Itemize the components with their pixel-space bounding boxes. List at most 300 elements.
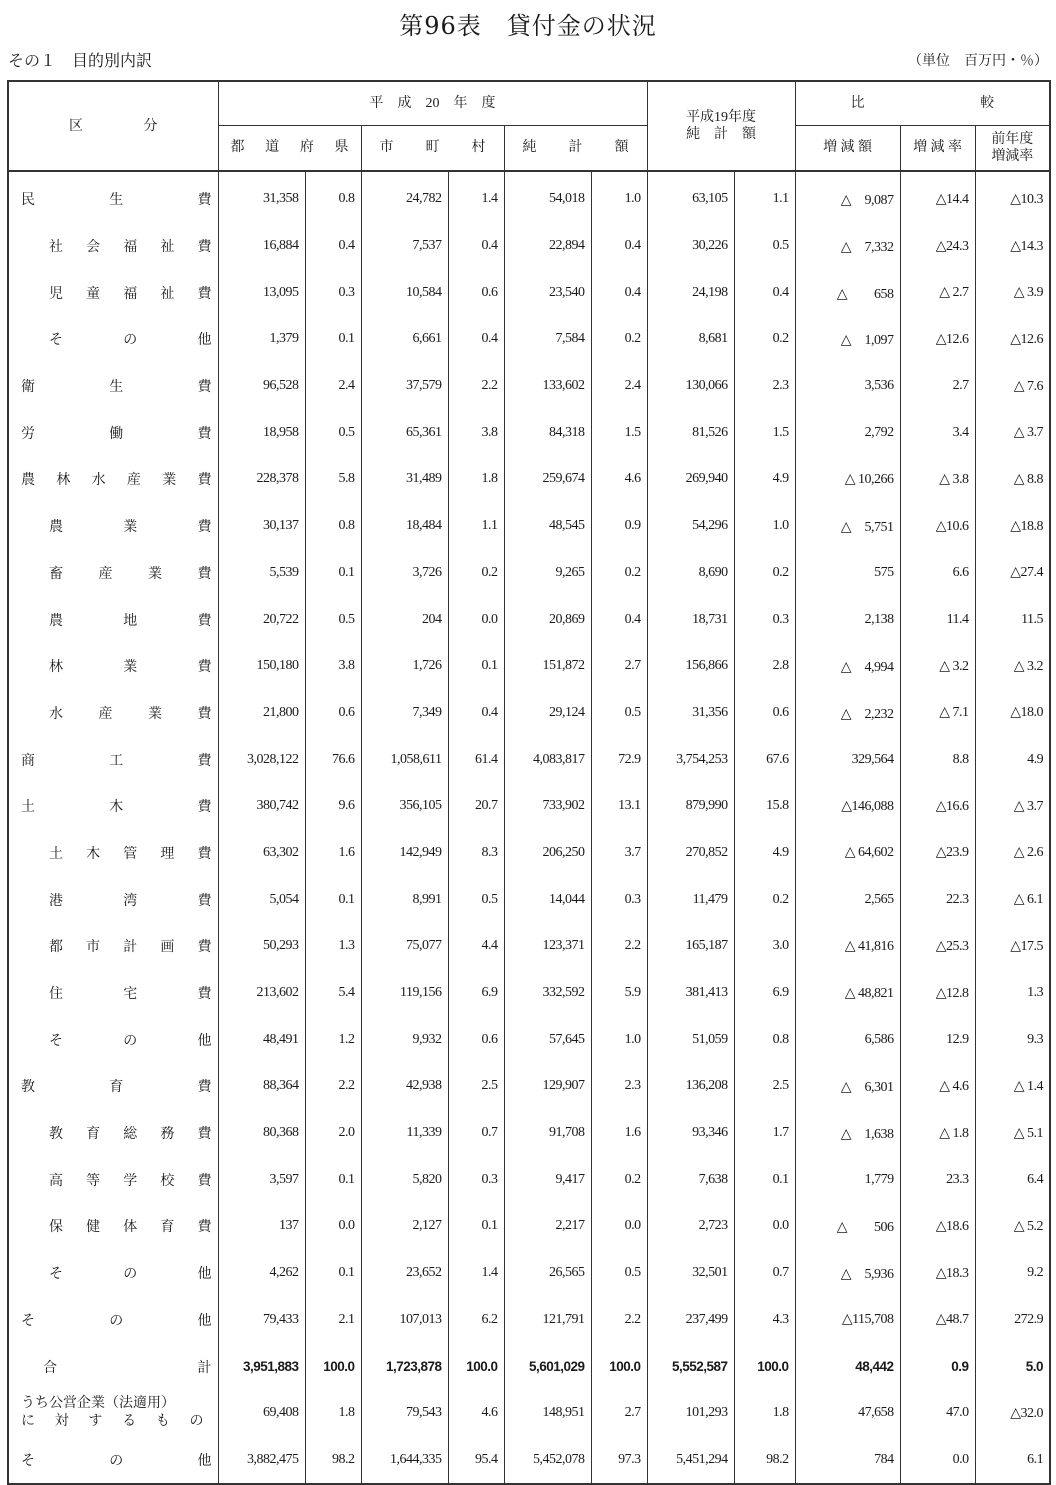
cell: 0.2	[591, 1156, 647, 1203]
cell: 21,800	[218, 690, 305, 737]
cell: 22,894	[504, 223, 591, 270]
cell: 11.4	[900, 596, 975, 643]
cell: △12.6	[900, 316, 975, 363]
header-muni-char: 市	[379, 140, 394, 156]
cell: 1.3	[975, 970, 1050, 1017]
cell: 0.1	[448, 643, 504, 690]
cell: △ 506	[795, 1203, 900, 1250]
cell: 32,501	[647, 1250, 734, 1297]
cell: 213,602	[218, 970, 305, 1017]
cell: 1.0	[734, 503, 795, 550]
cell: 91,708	[504, 1110, 591, 1157]
table-row	[8, 830, 1050, 877]
cell: 0.3	[591, 876, 647, 923]
cell: 0.7	[448, 1110, 504, 1157]
cell: 31,358	[218, 171, 305, 223]
cell: 81,526	[647, 409, 734, 456]
table-row	[8, 596, 1050, 643]
cell: 2.2	[591, 1297, 647, 1344]
cell: 2,723	[647, 1203, 734, 1250]
header-prev-rate-line1: 前年度	[991, 131, 1034, 147]
cell: 0.3	[734, 596, 795, 643]
table-row	[8, 409, 1050, 456]
cell: 4.6	[448, 1390, 504, 1437]
row-label: 港 湾 費	[8, 876, 218, 923]
header-net-char: 純	[522, 140, 537, 156]
cell: 50,293	[218, 923, 305, 970]
cell: 5,601,029	[504, 1343, 591, 1390]
row-label: 保 健 体 育 費	[8, 1203, 218, 1250]
cell: 8,681	[647, 316, 734, 363]
cell: 107,013	[361, 1297, 448, 1344]
header-compare-char: 比	[850, 95, 865, 111]
cell: 1,379	[218, 316, 305, 363]
cell: 165,187	[647, 923, 734, 970]
cell: 133,602	[504, 363, 591, 410]
cell: △ 2.6	[975, 830, 1050, 877]
header-h19-line1: 平成19年度	[686, 110, 757, 125]
cell: 0.0	[448, 596, 504, 643]
cell: 93,346	[647, 1110, 734, 1157]
cell: △18.6	[900, 1203, 975, 1250]
cell: △ 1.4	[975, 1063, 1050, 1110]
cell: 6.1	[975, 1437, 1050, 1485]
cell: 23.3	[900, 1156, 975, 1203]
table-row	[8, 1016, 1050, 1063]
cell: 0.1	[305, 1250, 361, 1297]
cell: 1.1	[734, 171, 795, 223]
cell: 2.2	[305, 1063, 361, 1110]
cell: 80,368	[218, 1110, 305, 1157]
cell: 0.2	[591, 316, 647, 363]
cell: 1.6	[591, 1110, 647, 1157]
cell: △18.8	[975, 503, 1050, 550]
cell: 2.7	[591, 643, 647, 690]
cell: 8,690	[647, 550, 734, 597]
cell: △146,088	[795, 783, 900, 830]
cell: 37,579	[361, 363, 448, 410]
cell: 332,592	[504, 970, 591, 1017]
cell: 1.3	[305, 923, 361, 970]
cell: 259,674	[504, 456, 591, 503]
cell: 2.3	[734, 363, 795, 410]
cell: 0.6	[448, 269, 504, 316]
cell: 2.2	[448, 363, 504, 410]
cell: 0.4	[305, 223, 361, 270]
cell: 23,540	[504, 269, 591, 316]
unit-note: （単位 百万円・％）	[908, 53, 1048, 69]
cell: 329,564	[795, 736, 900, 783]
cell: 2.4	[591, 363, 647, 410]
cell: 1.5	[734, 409, 795, 456]
cell: 3,597	[218, 1156, 305, 1203]
table-body	[8, 171, 1050, 1484]
cell: 5.8	[305, 456, 361, 503]
cell: 22.3	[900, 876, 975, 923]
cell: △10.6	[900, 503, 975, 550]
cell: △ 10,266	[795, 456, 900, 503]
cell: 879,990	[647, 783, 734, 830]
cell: 0.5	[591, 690, 647, 737]
table-subtitle: その１ 目的別内訳	[8, 51, 153, 70]
cell: 6.9	[734, 970, 795, 1017]
cell: 7,349	[361, 690, 448, 737]
cell: 0.8	[305, 171, 361, 223]
cell: 119,156	[361, 970, 448, 1017]
cell: 1.1	[448, 503, 504, 550]
cell: 23,652	[361, 1250, 448, 1297]
cell: 24,782	[361, 171, 448, 223]
cell: 57,645	[504, 1016, 591, 1063]
cell: 784	[795, 1437, 900, 1485]
header-compare	[795, 81, 1050, 125]
cell: 42,938	[361, 1063, 448, 1110]
header-muni-char: 町	[425, 140, 440, 156]
cell: 0.5	[305, 596, 361, 643]
cell: 2.0	[305, 1110, 361, 1157]
header-rate: 増 減 率	[900, 125, 975, 171]
cell: 48,442	[795, 1343, 900, 1390]
cell: 3.8	[305, 643, 361, 690]
cell: 137	[218, 1203, 305, 1250]
cell: 2,565	[795, 876, 900, 923]
cell: △ 2.7	[900, 269, 975, 316]
table-row	[8, 876, 1050, 923]
cell: 3,028,122	[218, 736, 305, 783]
cell: 5,451,294	[647, 1437, 734, 1485]
cell: 1.8	[305, 1390, 361, 1437]
cell: △ 5,936	[795, 1250, 900, 1297]
cell: 7,537	[361, 223, 448, 270]
table-row	[8, 269, 1050, 316]
cell: 2.4	[305, 363, 361, 410]
row-label: 土 木 費	[8, 783, 218, 830]
cell: 0.5	[734, 223, 795, 270]
row-label: 児 童 福 祉 費	[8, 269, 218, 316]
cell: 1.2	[305, 1016, 361, 1063]
cell: 1.4	[448, 171, 504, 223]
cell: 2.3	[591, 1063, 647, 1110]
cell: 30,137	[218, 503, 305, 550]
table-row	[8, 1156, 1050, 1203]
cell: 1,644,335	[361, 1437, 448, 1485]
row-label: 住 宅 費	[8, 970, 218, 1017]
cell: 69,408	[218, 1390, 305, 1437]
cell: 0.2	[734, 876, 795, 923]
header-h20: 平 成 20 年 度	[218, 81, 647, 125]
cell: △ 3.7	[975, 409, 1050, 456]
cell: 79,433	[218, 1297, 305, 1344]
table-row	[8, 223, 1050, 270]
cell: 95.4	[448, 1437, 504, 1485]
cell: △ 48,821	[795, 970, 900, 1017]
cell: 9.2	[975, 1250, 1050, 1297]
cell: 1.8	[448, 456, 504, 503]
cell: 237,499	[647, 1297, 734, 1344]
cell: 61.4	[448, 736, 504, 783]
row-label: 水 産 業 費	[8, 690, 218, 737]
cell: 13,095	[218, 269, 305, 316]
cell: 0.2	[448, 550, 504, 597]
cell: 2.5	[448, 1063, 504, 1110]
cell: 0.5	[448, 876, 504, 923]
cell: 0.6	[734, 690, 795, 737]
cell: 0.4	[448, 690, 504, 737]
table-row	[8, 923, 1050, 970]
cell: 0.0	[900, 1437, 975, 1485]
cell: 5,820	[361, 1156, 448, 1203]
cell: 0.9	[900, 1343, 975, 1390]
cell: 101,293	[647, 1390, 734, 1437]
cell: 6.9	[448, 970, 504, 1017]
table-title: 第96表 貸付金の状況	[399, 12, 657, 40]
cell: 121,791	[504, 1297, 591, 1344]
cell: 0.4	[448, 223, 504, 270]
cell: 100.0	[591, 1343, 647, 1390]
cell: 0.1	[448, 1203, 504, 1250]
cell: 79,543	[361, 1390, 448, 1437]
cell: 15.8	[734, 783, 795, 830]
cell: 5,539	[218, 550, 305, 597]
header-pref-char: 県	[334, 140, 349, 156]
table-row	[8, 171, 1050, 223]
row-label: 都 市 計 画 費	[8, 923, 218, 970]
cell: 8,991	[361, 876, 448, 923]
header-net-char: 額	[614, 140, 629, 156]
cell: 24,198	[647, 269, 734, 316]
row-label: 衛 生 費	[8, 363, 218, 410]
cell: △115,708	[795, 1297, 900, 1344]
cell: 228,378	[218, 456, 305, 503]
cell: 0.4	[448, 316, 504, 363]
cell: 97.3	[591, 1437, 647, 1485]
cell: 0.5	[591, 1250, 647, 1297]
cell: 9,417	[504, 1156, 591, 1203]
cell: △18.0	[975, 690, 1050, 737]
cell: 0.0	[305, 1203, 361, 1250]
row-label: 農 業 費	[8, 503, 218, 550]
cell: 2,217	[504, 1203, 591, 1250]
cell: 0.2	[734, 316, 795, 363]
cell: 2,138	[795, 596, 900, 643]
cell: 1,726	[361, 643, 448, 690]
table-row	[8, 1437, 1050, 1485]
cell: 3,882,475	[218, 1437, 305, 1485]
cell: 4.9	[734, 830, 795, 877]
cell: △ 6,301	[795, 1063, 900, 1110]
cell: 20,869	[504, 596, 591, 643]
cell: △ 9,087	[795, 171, 900, 223]
cell: △ 5.2	[975, 1203, 1050, 1250]
cell: △ 1.8	[900, 1110, 975, 1157]
cell: 150,180	[218, 643, 305, 690]
cell: 130,066	[647, 363, 734, 410]
table-row	[8, 970, 1050, 1017]
cell: 10,584	[361, 269, 448, 316]
cell: 1.7	[734, 1110, 795, 1157]
cell: 11,479	[647, 876, 734, 923]
table-header	[8, 81, 1050, 171]
table-row	[8, 736, 1050, 783]
cell: 5,452,078	[504, 1437, 591, 1485]
cell: 100.0	[448, 1343, 504, 1390]
header-kubun-char: 分	[143, 118, 158, 134]
cell: 156,866	[647, 643, 734, 690]
cell: △ 3.8	[900, 456, 975, 503]
cell: 72.9	[591, 736, 647, 783]
header-kubun	[8, 81, 218, 171]
cell: 54,296	[647, 503, 734, 550]
cell: 98.2	[734, 1437, 795, 1485]
row-label: そ の 他	[8, 316, 218, 363]
cell: 47.0	[900, 1390, 975, 1437]
cell: 0.3	[305, 269, 361, 316]
cell: 0.0	[734, 1203, 795, 1250]
header-pref-char: 都	[230, 140, 245, 156]
cell: 0.5	[305, 409, 361, 456]
cell: 0.6	[305, 690, 361, 737]
cell: 1.5	[591, 409, 647, 456]
cell: 0.9	[591, 503, 647, 550]
cell: 3,726	[361, 550, 448, 597]
cell: 3,536	[795, 363, 900, 410]
cell: △ 4.6	[900, 1063, 975, 1110]
cell: 3,951,883	[218, 1343, 305, 1390]
header-pref-char: 府	[299, 140, 314, 156]
cell: 51,059	[647, 1016, 734, 1063]
header-h19-line2: 純 計 額	[686, 127, 757, 142]
cell: △ 3.2	[975, 643, 1050, 690]
cell: 0.1	[305, 550, 361, 597]
cell: △12.8	[900, 970, 975, 1017]
cell: △ 5.1	[975, 1110, 1050, 1157]
cell: 1.0	[591, 1016, 647, 1063]
cell: 3.8	[448, 409, 504, 456]
row-label: そ の 他	[8, 1016, 218, 1063]
row-label: 高 等 学 校 費	[8, 1156, 218, 1203]
header-pref	[218, 125, 361, 171]
cell: 30,226	[647, 223, 734, 270]
cell: 9,265	[504, 550, 591, 597]
cell: △ 3.2	[900, 643, 975, 690]
cell: △ 8.8	[975, 456, 1050, 503]
row-label: 土 木 管 理 費	[8, 830, 218, 877]
cell: 272.9	[975, 1297, 1050, 1344]
cell: △ 2,232	[795, 690, 900, 737]
header-muni	[361, 125, 504, 171]
cell: △ 5,751	[795, 503, 900, 550]
cell: 0.2	[734, 550, 795, 597]
cell: 96,528	[218, 363, 305, 410]
table-row	[8, 316, 1050, 363]
cell: 6,586	[795, 1016, 900, 1063]
cell: 2.7	[900, 363, 975, 410]
cell: 2.7	[591, 1390, 647, 1437]
cell: 6.2	[448, 1297, 504, 1344]
cell: 129,907	[504, 1063, 591, 1110]
cell: 31,489	[361, 456, 448, 503]
cell: 356,105	[361, 783, 448, 830]
cell: 6.4	[975, 1156, 1050, 1203]
cell: 8.3	[448, 830, 504, 877]
cell: 2.2	[591, 923, 647, 970]
cell: 136,208	[647, 1063, 734, 1110]
cell: 18,958	[218, 409, 305, 456]
cell: 1.8	[734, 1390, 795, 1437]
table-row	[8, 1203, 1050, 1250]
table-row	[8, 1343, 1050, 1390]
header-prev-rate-line2: 増減率	[991, 148, 1034, 164]
cell: 3.7	[591, 830, 647, 877]
row-label: そ の 他	[8, 1437, 218, 1485]
cell: 4.9	[734, 456, 795, 503]
table-row	[8, 503, 1050, 550]
cell: △ 658	[795, 269, 900, 316]
table-row	[8, 1297, 1050, 1344]
cell: 4.4	[448, 923, 504, 970]
cell: 5.9	[591, 970, 647, 1017]
cell: 0.1	[734, 1156, 795, 1203]
cell: △23.9	[900, 830, 975, 877]
cell: 1,058,611	[361, 736, 448, 783]
row-label: うち公営企業（法適用） に 対 す る も の	[8, 1390, 218, 1437]
cell: 4.9	[975, 736, 1050, 783]
cell: 6,661	[361, 316, 448, 363]
cell: 13.1	[591, 783, 647, 830]
cell: △24.3	[900, 223, 975, 270]
cell: 3.4	[900, 409, 975, 456]
cell: 6.6	[900, 550, 975, 597]
cell: 0.1	[305, 316, 361, 363]
cell: △ 7,332	[795, 223, 900, 270]
cell: 98.2	[305, 1437, 361, 1485]
cell: 18,484	[361, 503, 448, 550]
cell: △ 1,638	[795, 1110, 900, 1157]
cell: △ 4,994	[795, 643, 900, 690]
cell: 0.3	[448, 1156, 504, 1203]
cell: 1,723,878	[361, 1343, 448, 1390]
cell: △14.4	[900, 171, 975, 223]
cell: 1.0	[591, 171, 647, 223]
cell: 204	[361, 596, 448, 643]
cell: △25.3	[900, 923, 975, 970]
cell: △ 6.1	[975, 876, 1050, 923]
cell: 2.5	[734, 1063, 795, 1110]
cell: 9,932	[361, 1016, 448, 1063]
cell: 0.4	[734, 269, 795, 316]
cell: △ 1,097	[795, 316, 900, 363]
cell: 48,491	[218, 1016, 305, 1063]
header-kubun-char: 区	[69, 118, 83, 134]
cell: 63,105	[647, 171, 734, 223]
cell: △16.6	[900, 783, 975, 830]
cell: 1,779	[795, 1156, 900, 1203]
cell: △48.7	[900, 1297, 975, 1344]
cell: 206,250	[504, 830, 591, 877]
row-label: 労 働 費	[8, 409, 218, 456]
row-label: 教 育 総 務 費	[8, 1110, 218, 1157]
row-label: 民 生 費	[8, 171, 218, 223]
cell: 65,361	[361, 409, 448, 456]
cell: 84,318	[504, 409, 591, 456]
loan-table	[7, 80, 1051, 1485]
cell: 11,339	[361, 1110, 448, 1157]
cell: 4,262	[218, 1250, 305, 1297]
table-row	[8, 550, 1050, 597]
cell: 3.0	[734, 923, 795, 970]
cell: 0.4	[591, 596, 647, 643]
row-label: そ の 他	[8, 1297, 218, 1344]
